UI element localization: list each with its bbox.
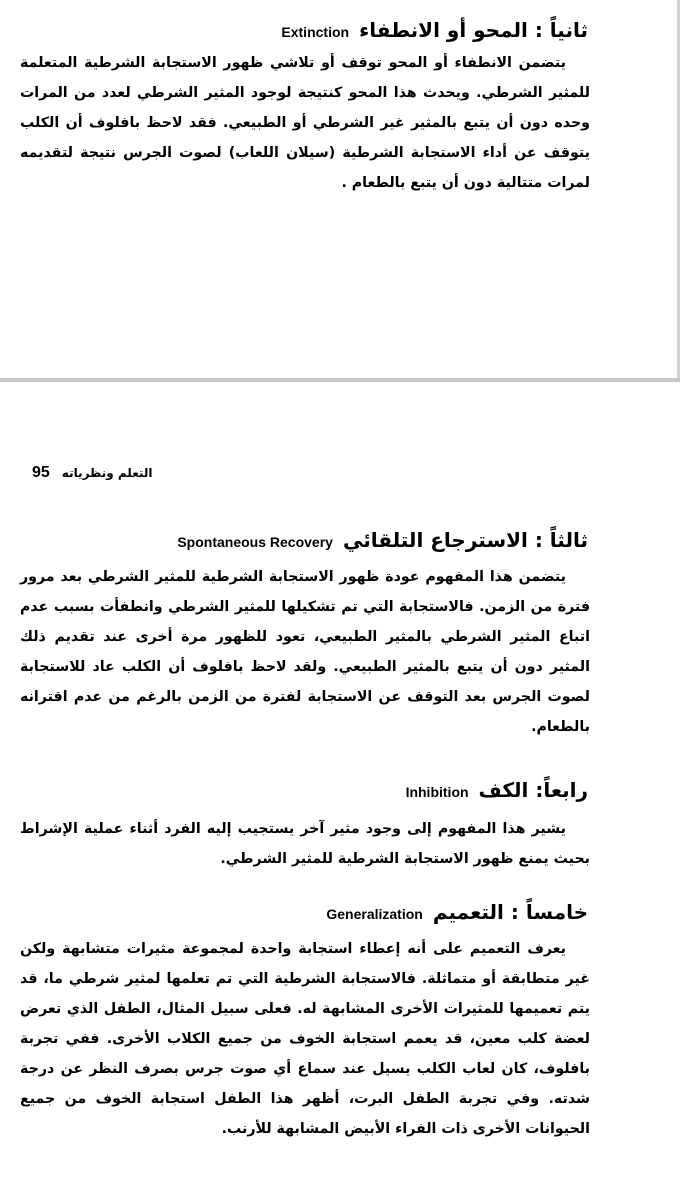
paragraph-inhibition: يشير هذا المفهوم إلى وجود مثير آخر يستجيب إليه الفرد أثناء عملية الإشراط بحيث يمنع ظهور الاستجابة الشرطية للمثير الشرطي.: [20, 821, 590, 867]
running-title: التعلم ونظرياته: [61, 466, 153, 480]
heading-arabic: رابعاً: الكف: [478, 778, 588, 802]
heading-arabic: ثانياً : المحو أو الانطفاء: [359, 18, 588, 42]
heading-english: Inhibition: [405, 784, 469, 800]
previous-page-fragment: [0, 0, 680, 378]
paragraph-spontaneous-recovery: يتضمن هذا المفهوم عودة ظهور الاستجابة الشرطية للمثير الشرطي بعد مرور فترة من الزمن. فالاستجابة التي تم تشكيلها للمثير الشرطي وانطفأت بسبب عدم اتباع المثير الشرطي بالمثير الطبيعي، تعود للظهور مرة أخرى عند تقديم ذلك المثير دون أن يتبع بالمثير الطبيعي. ولقد لاحظ بافلوف أن الكلب عاد للاستجابة لصوت الجرس بعد التوقف عن الاستجابة لفترة من الزمن بالرغم من عدم اقترانه بالطعام.: [20, 569, 590, 735]
paragraph-extinction: يتضمن الانطفاء أو المحو توقف أو تلاشي ظهور الاستجابة الشرطية المتعلمة للمثير الشرطي. ويحدث هذا المحو كنتيجة لوجود المثير الشرطي لعدد من المرات وحده دون أن يتبع بالمثير غير الشرطي أو الطبيعي. فقد لاحظ بافلوف أن الكلب يتوقف عن أداء الاستجابة الشرطية (سيلان اللعاب) لصوت الجرس نتيجة لتقديمه لمرات متتالية دون أن يتبع بالطعام .: [20, 55, 590, 191]
section-heading-extinction: [281, 18, 588, 42]
section-heading-inhibition: [406, 778, 588, 802]
heading-english: Spontaneous Recovery: [177, 534, 333, 550]
heading-english: Extinction: [281, 24, 350, 40]
section-heading-generalization: [326, 900, 588, 924]
heading-english: Generalization: [326, 906, 423, 922]
running-header: [32, 464, 592, 482]
section-heading-spontaneous-recovery: [177, 528, 588, 552]
paragraph-generalization: يعرف التعميم على أنه إعطاء استجابة واحدة لمجموعة مثيرات متشابهة ولكن غير متطابقة أو متماثلة. فالاستجابة الشرطية التي تم تعلمها لمثير شرطي ما، قد يتم تعميمها للمثيرات الأخرى المشابهة له. فعلى سبيل المثال، الطفل الذي تعرض لعضة كلب معين، قد يعمم استجابة الخوف من جميع الكلاب الأخرى. ففي تجربة بافلوف، كان لعاب الكلب يسيل عند سماع أي صوت جرس بصرف النظر عن درجة شدته. وفي تجربة الطفل البرت، أظهر هذا الطفل استجابة الخوف من جميع الحيوانات الأخرى ذات الفراء الأبيض المشابهة للأرنب.: [20, 941, 590, 1137]
page-number: 95: [32, 464, 50, 481]
heading-arabic: خامساً : التعميم: [432, 900, 588, 924]
heading-arabic: ثالثاً : الاسترجاع التلقائي: [342, 528, 588, 552]
